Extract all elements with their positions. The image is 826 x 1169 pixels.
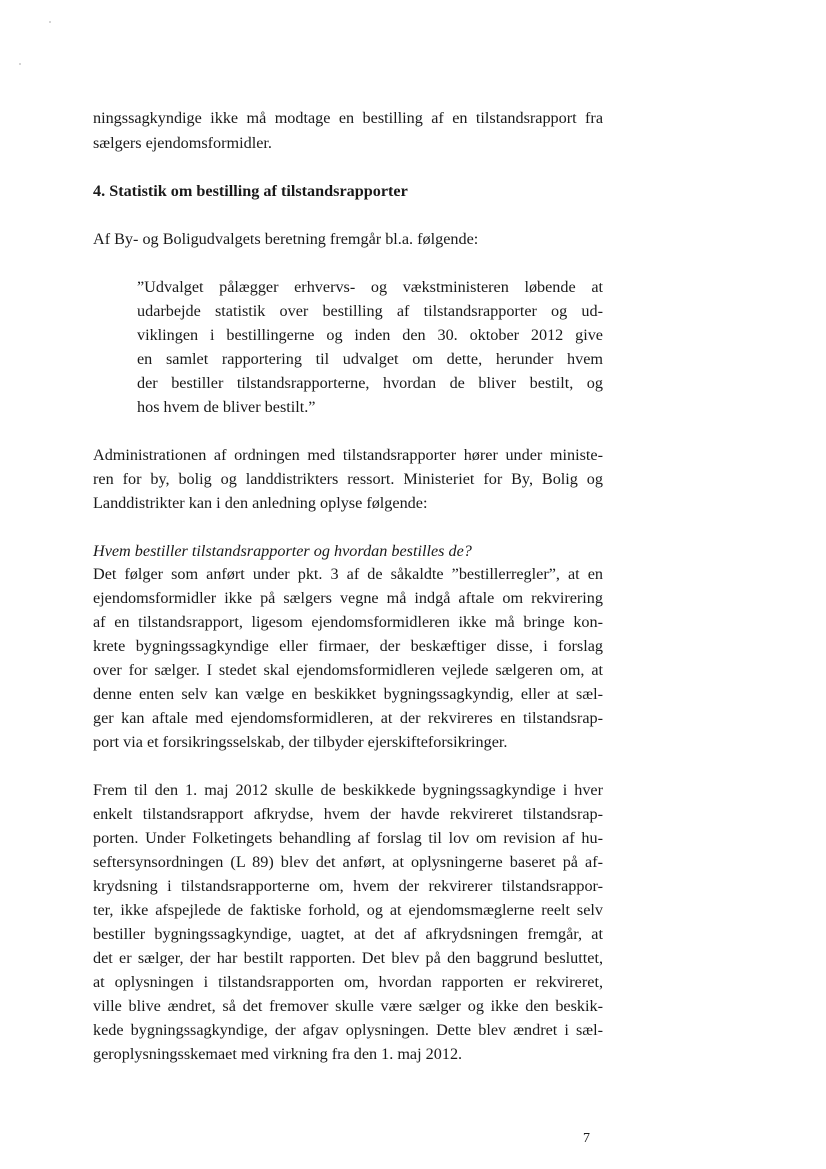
section-heading: 4. Statistik om bestilling af tilstandsrapporter xyxy=(93,182,408,200)
body-text-line: krydsning i tilstandsrapporterne om, hvem der rekvirerer tilstandsrappor- xyxy=(93,877,603,895)
body-text-line: porten. Under Folketingets behandling af forslag til lov om revision af hu- xyxy=(93,829,603,847)
lead-paragraph: Af By- og Boligudvalgets beretning fremgår bl.a. følgende: xyxy=(93,230,479,248)
body-text-line: ren for by, bolig og landdistrikters ressort. Ministeriet for By, Bolig og xyxy=(93,470,603,488)
body-text-line: sælgers ejendomsformidler. xyxy=(93,134,272,152)
body-text-line: denne enten selv kan vælge en beskikket bygningssagkyndig, eller at sæl- xyxy=(93,685,603,703)
body-text-line: at oplysningen i tilstandsrapporten om, hvordan rapporten er rekvireret, xyxy=(93,973,603,991)
quote-line: der bestiller tilstandsrapporterne, hvordan de bliver bestilt, og xyxy=(137,374,603,392)
body-text-line: af en tilstandsrapport, ligesom ejendomsformidleren ikke må bringe kon- xyxy=(93,613,603,631)
body-text-line: ville blive ændret, så det fremover skulle være sælger og ikke den beskik- xyxy=(93,997,603,1015)
body-text-line: ter, ikke afspejlede de faktiske forhold, og at ejendomsmæglerne reelt selv xyxy=(93,901,603,919)
body-text-line: Det følger som anført under pkt. 3 af de såkaldte ”bestillerregler”, at en xyxy=(93,565,603,583)
body-text-line: Frem til den 1. maj 2012 skulle de beskikkede bygningssagkyndige i hver xyxy=(93,781,603,799)
body-text-line: krete bygningssagkyndige eller firmaer, der beskæftiger disse, i forslag xyxy=(93,637,603,655)
quote-line: udarbejde statistik over bestilling af tilstandsrapporter og ud- xyxy=(137,302,603,320)
quote-line: ”Udvalget pålægger erhvervs- og vækstministeren løbende at xyxy=(137,278,603,296)
quote-line: hos hvem de bliver bestilt.” xyxy=(137,398,316,416)
page-number: 7 xyxy=(583,1131,590,1146)
quote-line: en samlet rapportering til udvalget om dette, herunder hvem xyxy=(137,350,603,368)
scan-speck xyxy=(19,63,21,65)
body-text-line: over for sælger. I stedet skal ejendomsformidleren vejlede sælgeren om, at xyxy=(93,661,603,679)
body-text-line: kede bygningssagkyndige, der afgav oplysningen. Dette blev ændret i sæl- xyxy=(93,1021,603,1039)
body-text-line: seftersynsordningen (L 89) blev det anført, at oplysningerne baseret på af- xyxy=(93,853,603,871)
scan-speck xyxy=(49,21,51,23)
body-text-line: Administrationen af ordningen med tilstandsrapporter hører under ministe- xyxy=(93,446,603,464)
body-text-line: geroplysningsskemaet med virkning fra den 1. maj 2012. xyxy=(93,1045,463,1063)
body-text-line: Landdistrikter kan i den anledning oplyse følgende: xyxy=(93,494,428,512)
subsection-heading: Hvem bestiller tilstandsrapporter og hvordan bestilles de? xyxy=(93,542,472,560)
body-text-line: det er sælger, der har bestilt rapporten. Det blev på den baggrund besluttet, xyxy=(93,949,603,967)
body-text-line: ejendomsformidler ikke på sælgers vegne må indgå aftale om rekvirering xyxy=(93,589,603,607)
body-text-line: ningssagkyndige ikke må modtage en bestilling af en tilstandsrapport fra xyxy=(93,109,603,127)
quote-line: viklingen i bestillingerne og inden den 30. oktober 2012 give xyxy=(137,326,603,344)
body-text-line: bestiller bygningssagkyndige, uagtet, at det af afkrydsningen fremgår, at xyxy=(93,925,603,943)
body-text-line: ger kan aftale med ejendomsformidleren, at der rekvireres en tilstandsrap- xyxy=(93,709,603,727)
body-text-line: enkelt tilstandsrapport afkrydse, hvem der havde rekvireret tilstandsrap- xyxy=(93,805,603,823)
body-text-line: port via et forsikringsselskab, der tilbyder ejerskifteforsikringer. xyxy=(93,733,508,751)
